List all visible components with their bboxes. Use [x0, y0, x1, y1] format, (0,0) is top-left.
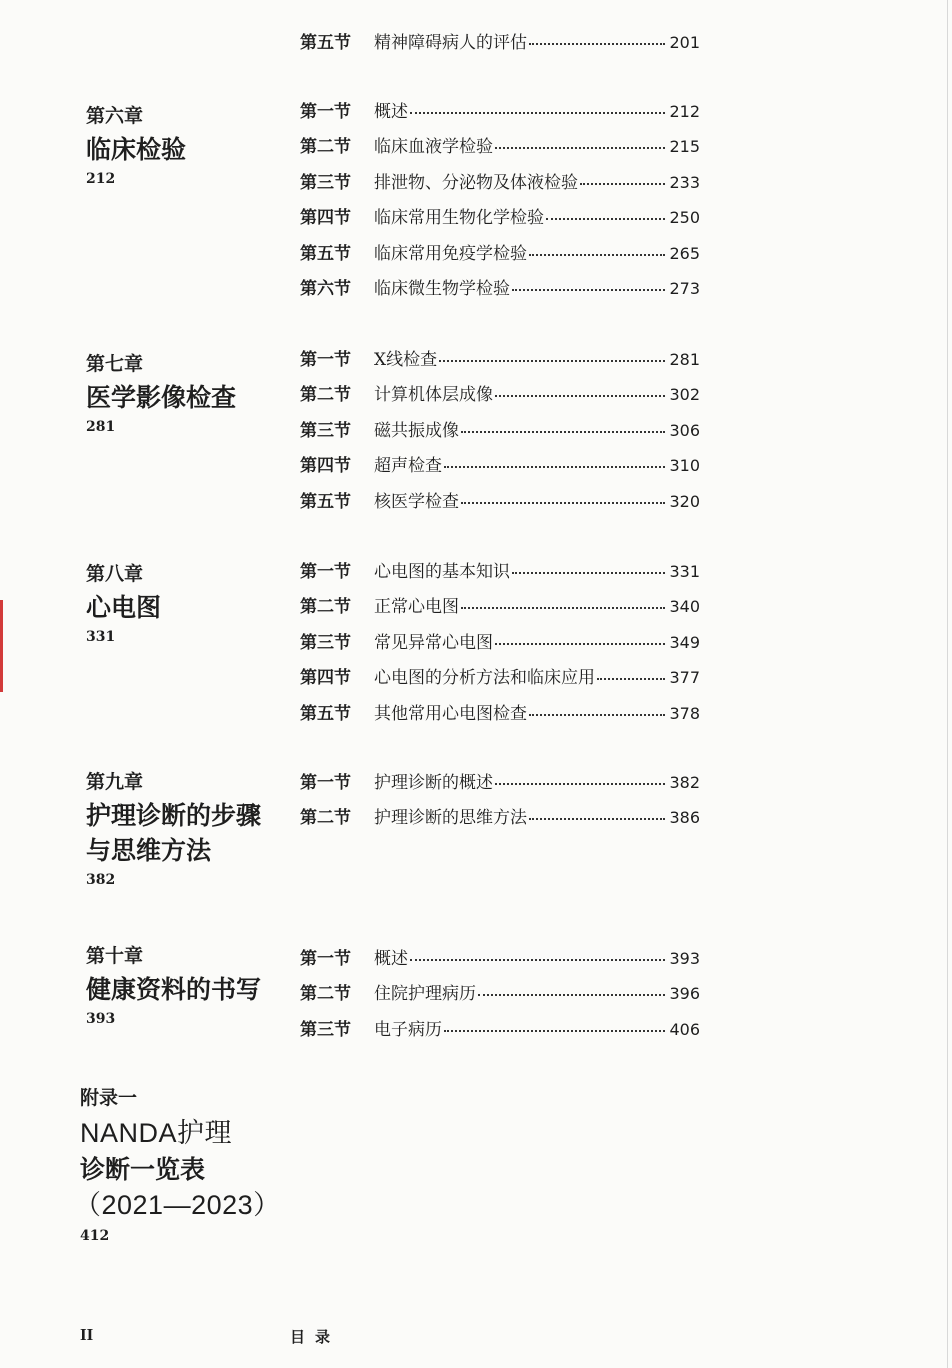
appendix-number: 附录一 — [80, 1087, 138, 1109]
section-page: 393 — [669, 949, 700, 968]
section-page: 331 — [669, 562, 700, 581]
section-number: 第二节 — [300, 385, 351, 406]
chapter-title: 健康资料的书写 — [86, 975, 262, 1004]
section-number: 第二节 — [300, 137, 351, 158]
chapter-7[interactable] — [86, 351, 286, 437]
section-title: 计算机体层成像 — [374, 385, 493, 406]
dot-leader — [597, 678, 665, 680]
toc-entry[interactable] — [300, 663, 700, 698]
toc-entry[interactable] — [300, 416, 700, 451]
section-page: 382 — [669, 773, 700, 792]
toc-entry[interactable] — [300, 97, 700, 132]
section-title: 心电图的基本知识 — [374, 562, 510, 582]
dot-leader — [410, 112, 665, 114]
section-title: 磁共振成像 — [374, 420, 459, 441]
section-title: 排泄物、分泌物及体液检验 — [374, 172, 578, 193]
chapter-number: 第九章 — [86, 771, 144, 793]
section-page: 406 — [669, 1019, 700, 1039]
section-page: 233 — [669, 172, 700, 192]
section-number: 第二节 — [300, 808, 351, 829]
section-number: 第三节 — [300, 172, 351, 193]
running-title: 目录 — [290, 1328, 341, 1346]
section-number: 第四节 — [300, 668, 351, 689]
chapter-10-sections — [300, 944, 700, 1050]
section-page: 302 — [669, 385, 700, 405]
section-page: 273 — [669, 278, 700, 298]
section-page: 281 — [669, 350, 700, 369]
section-page: 386 — [669, 808, 700, 828]
section-number: 第三节 — [300, 1019, 351, 1040]
section-number: 第六节 — [300, 278, 351, 299]
appendix-title-line-3: （2021—2023） — [74, 1190, 281, 1220]
section-number: 第三节 — [300, 420, 351, 441]
toc-entry[interactable] — [300, 699, 700, 734]
dot-leader — [461, 607, 665, 609]
section-title: 概述 — [374, 949, 408, 969]
toc-entry[interactable] — [300, 979, 700, 1014]
dot-leader — [495, 783, 665, 785]
toc-entry[interactable] — [300, 274, 700, 309]
section-page: 310 — [669, 456, 700, 476]
section-title: 护理诊断的概述 — [374, 773, 493, 793]
toc-entry[interactable] — [300, 487, 700, 522]
section-title: 超声检查 — [374, 456, 442, 477]
dot-leader — [410, 959, 665, 961]
toc-entry[interactable] — [300, 803, 700, 838]
chapter-page: 382 — [86, 872, 116, 888]
chapter-7-sections — [300, 345, 700, 522]
dot-leader — [512, 289, 665, 291]
section-number: 第五节 — [300, 491, 351, 512]
section-title: 心电图的分析方法和临床应用 — [374, 668, 595, 689]
section-title: 住院护理病历 — [374, 984, 476, 1005]
dot-leader — [461, 431, 665, 433]
chapter-title: 临床检验 — [86, 135, 187, 164]
toc-entry[interactable] — [300, 944, 700, 979]
section-title: 常见异常心电图 — [374, 632, 493, 653]
section-number: 第五节 — [300, 243, 351, 264]
chapter-10[interactable] — [86, 943, 286, 1029]
toc-entry[interactable] — [300, 345, 700, 380]
section-title: 电子病历 — [374, 1019, 442, 1040]
section-page: 265 — [669, 243, 700, 263]
section-page: 201 — [669, 33, 700, 52]
section-page: 250 — [669, 208, 700, 228]
chapter-title-line-1: 护理诊断的步骤 — [86, 801, 262, 830]
section-page: 320 — [669, 491, 700, 511]
section-page: 396 — [669, 984, 700, 1004]
section-page: 377 — [669, 668, 700, 688]
section-number: 第一节 — [300, 949, 351, 969]
section-number: 第四节 — [300, 456, 351, 477]
toc-entry[interactable] — [300, 1015, 700, 1050]
section-page: 378 — [669, 703, 700, 723]
appendix-title-line-1: NANDA护理 — [80, 1118, 233, 1148]
dot-leader — [512, 572, 665, 574]
dot-leader — [529, 818, 665, 820]
section-page: 340 — [669, 597, 700, 617]
section-number: 第四节 — [300, 208, 351, 229]
section-title: 其他常用心电图检查 — [374, 703, 527, 724]
section-page: 215 — [669, 137, 700, 157]
folio-page-number: II — [80, 1325, 94, 1344]
section-number: 第一节 — [300, 562, 351, 582]
toc-entry[interactable] — [300, 768, 700, 803]
chapter-title: 心电图 — [86, 593, 162, 622]
toc-entry[interactable] — [300, 132, 700, 167]
chapter-9-sections — [300, 768, 700, 839]
chapter-title: 医学影像检查 — [86, 383, 237, 412]
section-title: 精神障碍病人的评估 — [374, 33, 527, 53]
chapter-title-line-2: 与思维方法 — [86, 836, 212, 865]
chapter-number: 第六章 — [86, 105, 144, 127]
section-page: 212 — [669, 102, 700, 121]
section-title: 护理诊断的思维方法 — [374, 808, 527, 829]
chapter-number: 第八章 — [86, 563, 144, 585]
chapter-number: 第十章 — [86, 945, 144, 967]
section-number: 第五节 — [300, 33, 351, 53]
chapter-8[interactable] — [86, 561, 286, 647]
section-title: 概述 — [374, 102, 408, 122]
chapter-page: 393 — [86, 1011, 116, 1027]
dot-leader — [546, 218, 665, 220]
section-title: 临床血液学检验 — [374, 137, 493, 158]
dot-leader — [439, 360, 665, 362]
section-number: 第一节 — [300, 102, 351, 122]
section-number: 第二节 — [300, 597, 351, 618]
section-title: 临床微生物学检验 — [374, 278, 510, 299]
page-edge-marker — [0, 600, 3, 692]
section-title: 临床常用免疫学检验 — [374, 243, 527, 264]
section-title: 正常心电图 — [374, 597, 459, 618]
section-number: 第一节 — [300, 350, 351, 370]
section-number: 第二节 — [300, 984, 351, 1005]
toc-entry[interactable] — [300, 592, 700, 627]
toc-entry[interactable] — [300, 168, 700, 203]
toc-entry[interactable] — [300, 239, 700, 274]
toc-continuation — [300, 28, 700, 63]
toc-entry[interactable] — [300, 628, 700, 663]
section-title: 临床常用生物化学检验 — [374, 208, 544, 229]
toc-entry[interactable] — [300, 28, 700, 63]
dot-leader — [478, 994, 665, 996]
appendix-page: 412 — [80, 1228, 110, 1244]
chapter-page: 331 — [86, 629, 116, 645]
section-title: X线检查 — [374, 350, 438, 370]
dot-leader — [495, 395, 665, 397]
section-number: 第五节 — [300, 703, 351, 724]
scan-edge — [947, 0, 948, 1368]
chapter-page: 281 — [86, 419, 116, 435]
toc-entry[interactable] — [300, 380, 700, 415]
chapter-6[interactable] — [86, 103, 286, 189]
chapter-page: 212 — [86, 171, 116, 187]
dot-leader — [444, 466, 665, 468]
dot-leader — [495, 147, 665, 149]
chapter-9[interactable] — [86, 769, 286, 890]
dot-leader — [580, 183, 665, 185]
chapter-number: 第七章 — [86, 353, 144, 375]
section-number: 第三节 — [300, 632, 351, 653]
section-title: 核医学检查 — [374, 491, 459, 512]
dot-leader — [529, 43, 665, 45]
appendix-title-line-2: 诊断一览表 — [80, 1155, 206, 1184]
chapter-6-sections — [300, 97, 700, 309]
section-number: 第一节 — [300, 773, 351, 793]
dot-leader — [444, 1030, 665, 1032]
section-page: 349 — [669, 632, 700, 652]
dot-leader — [461, 502, 665, 504]
toc-entry[interactable] — [300, 557, 700, 592]
dot-leader — [529, 714, 665, 716]
section-page: 306 — [669, 420, 700, 440]
chapter-8-sections — [300, 557, 700, 734]
dot-leader — [529, 254, 665, 256]
toc-entry[interactable] — [300, 451, 700, 486]
dot-leader — [495, 643, 665, 645]
toc-entry[interactable] — [300, 203, 700, 238]
appendix-1[interactable] — [74, 1085, 320, 1246]
